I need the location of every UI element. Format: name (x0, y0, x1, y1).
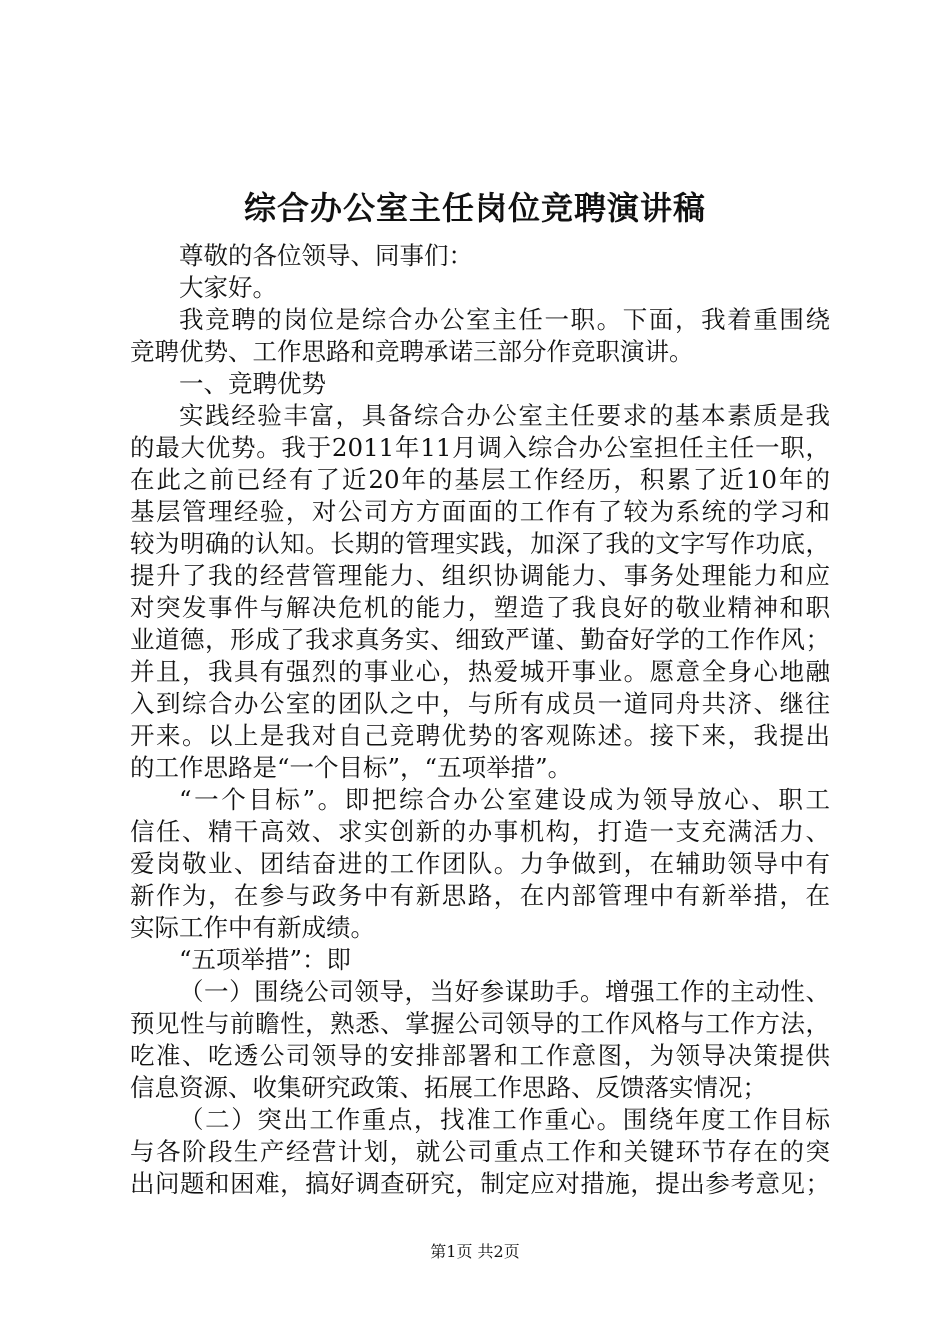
paragraph-line: 并且，我具有强烈的事业心，热爱城开事业。愿意全身心地融 (130, 657, 830, 686)
greeting-line: 大家好。 (179, 273, 277, 302)
paragraph-line: 与各阶段生产经营计划，就公司重点工作和关键环节存在的突 (130, 1137, 830, 1166)
paragraph-line: 信任、精干高效、求实创新的办事机构，打造一支充满活力、 (130, 817, 830, 846)
paragraph-line: （一）围绕公司领导，当好参谋助手。增强工作的主动性、 (179, 977, 830, 1006)
paragraph-line: 对突发事件与解决危机的能力，塑造了我良好的敬业精神和职 (130, 593, 830, 622)
paragraph-line: 竞聘优势、工作思路和竞聘承诺三部分作竞职演讲。 (130, 337, 694, 366)
paragraph-line: “五项举措”：即 (179, 945, 352, 974)
page-number-footer: 第1页 共2页 (430, 1242, 520, 1261)
paragraph-line: 的工作思路是“一个目标”，“五项举措”。 (130, 753, 573, 782)
salutation-line: 尊敬的各位领导、同事们： (179, 241, 473, 270)
paragraph-line: 出问题和困难，搞好调查研究，制定应对措施，提出参考意见； (130, 1169, 830, 1198)
paragraph-line: 信息资源、收集研究政策、拓展工作思路、反馈落实情况； (130, 1073, 767, 1102)
paragraph-line: 较为明确的认知。长期的管理实践，加深了我的文字写作功底， (130, 529, 830, 558)
paragraph-line: 新作为，在参与政务中有新思路，在内部管理中有新举措，在 (130, 881, 830, 910)
paragraph-line: 实践经验丰富，具备综合办公室主任要求的基本素质是我 (179, 401, 830, 430)
paragraph-line: 我竞聘的岗位是综合办公室主任一职。下面，我着重围绕 (179, 305, 830, 334)
paragraph-line: 预见性与前瞻性，熟悉、掌握公司领导的工作风格与工作方法， (130, 1009, 830, 1038)
paragraph-line: “一个目标”。即把综合办公室建设成为领导放心、职工 (179, 785, 830, 814)
paragraph-line: 业道德，形成了我求真务实、细致严谨、勤奋好学的工作作风； (130, 625, 830, 654)
paragraph-line: 的最大优势。我于2011年11月调入综合办公室担任主任一职， (130, 433, 830, 462)
paragraph-line: 在此之前已经有了近20年的基层工作经历，积累了近10年的 (130, 465, 830, 494)
paragraph-line: 提升了我的经营管理能力、组织协调能力、事务处理能力和应 (130, 561, 830, 590)
paragraph-line: 开来。以上是我对自己竞聘优势的客观陈述。接下来，我提出 (130, 721, 830, 750)
paragraph-line: 实际工作中有新成绩。 (130, 913, 375, 942)
paragraph-line: 基层管理经验，对公司方方面面的工作有了较为系统的学习和 (130, 497, 830, 526)
paragraph-line: 入到综合办公室的团队之中，与所有成员一道同舟共济、继往 (130, 689, 830, 718)
document-body (130, 240, 830, 1200)
paragraph-line: 吃准、吃透公司领导的安排部署和工作意图，为领导决策提供 (130, 1041, 830, 1070)
section-heading: 一、竞聘优势 (179, 369, 326, 398)
paragraph-line: （二）突出工作重点，找准工作重心。围绕年度工作目标 (179, 1105, 830, 1134)
document-title: 综合办公室主任岗位竞聘演讲稿 (243, 189, 706, 227)
paragraph-line: 爱岗敬业、团结奋进的工作团队。力争做到，在辅助领导中有 (130, 849, 830, 878)
